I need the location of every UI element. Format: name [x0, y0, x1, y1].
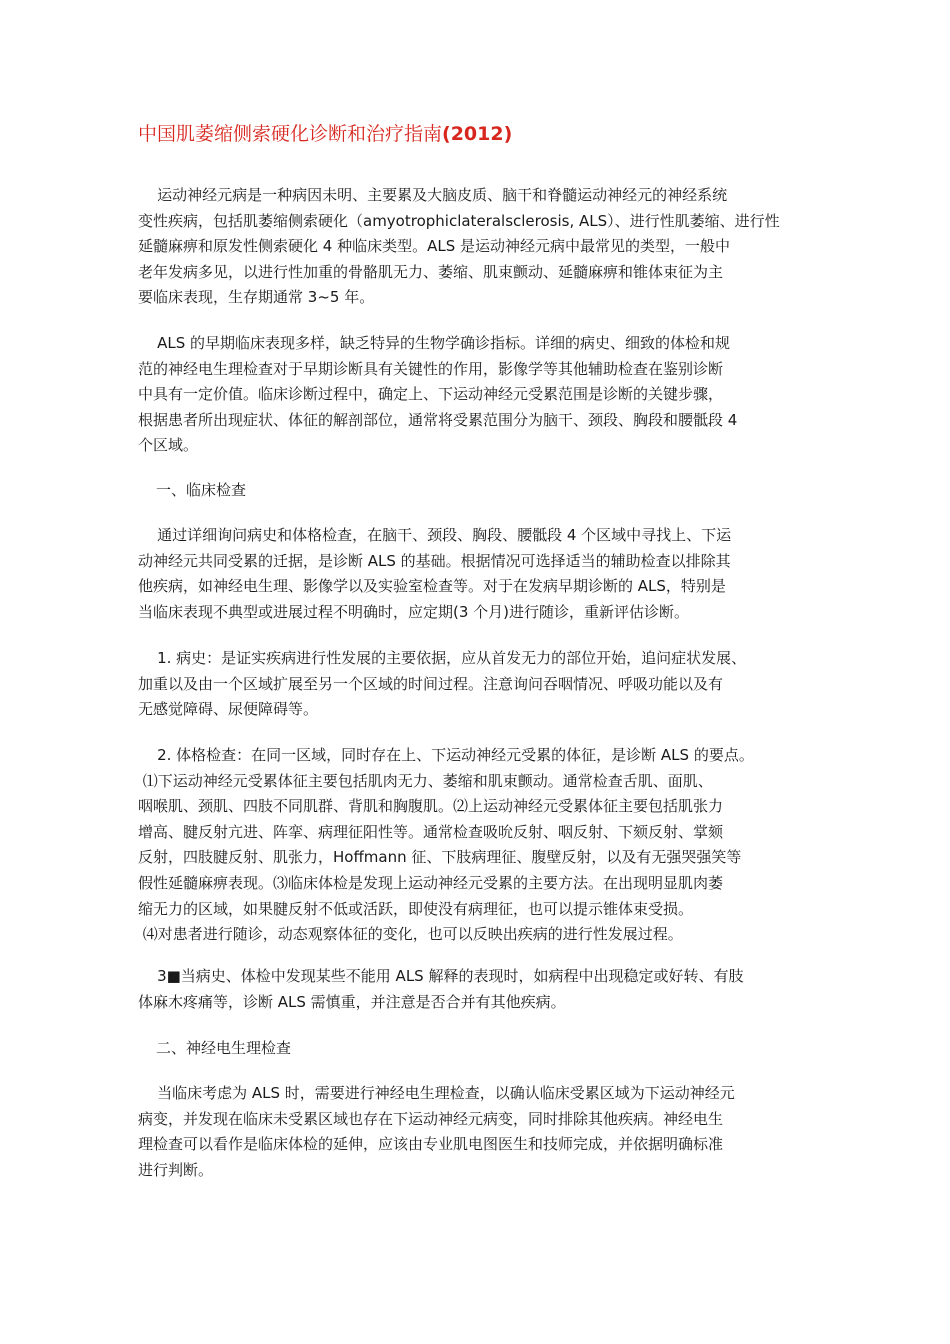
- paragraph-early-diagnosis: [138, 331, 828, 459]
- paragraph-line: 增高、腱反射亢进、阵挛、病理征阳性等。通常检查吸吮反射、咽反射、下颏反射、掌颏: [138, 822, 724, 841]
- paragraph-electrophysiology: [138, 1081, 828, 1183]
- paragraph-line: 动神经元共同受累的迁据，是诊断 ALS 的基础。根据情况可选择适当的辅助检查以排除其: [138, 551, 731, 570]
- paragraph-caution: [138, 964, 828, 1015]
- section-heading-electrophysiology: 二、神经电生理检查: [156, 1039, 292, 1057]
- paragraph-line: 缩无力的区域，如果腱反射不低或活跃，即使没有病理征，也可以提示锥体束受损。: [138, 899, 694, 918]
- paragraph-line: 中具有一定价值。临床诊断过程中，确定上、下运动神经元受累范围是诊断的关键步骤，: [138, 385, 724, 404]
- paragraph-line: 假性延髓麻痹表现。⑶临床体检是发现上运动神经元受累的主要方法。在出现明显肌肉萎: [138, 873, 724, 892]
- paragraph-line: 当临床表现不典型或进展过程不明确时，应定期(3 个月)进行随诊，重新评估诊断。: [138, 602, 690, 621]
- paragraph-history: [138, 646, 828, 723]
- paragraph-line: 反射，四肢腱反射、肌张力，Hoffmann 征、下肢病理征、腹壁反射，以及有无强哭强笑等: [138, 848, 742, 867]
- title-text: 中国肌萎缩侧索硬化诊断和治疗指南: [138, 123, 443, 145]
- paragraph-line: 体麻木疼痛等，诊断 ALS 需慎重，并注意是否合并有其他疾病。: [138, 992, 566, 1011]
- paragraph-line: 个区域。: [138, 436, 199, 455]
- paragraph-line: 进行判断。: [138, 1160, 214, 1179]
- paragraph-line: 当临床考虑为 ALS 时，需要进行神经电生理检查，以确认临床受累区域为下运动神经元: [138, 1084, 735, 1102]
- paragraph-line: 咽喉肌、颈肌、四肢不同肌群、背肌和胸腹肌。⑵上运动神经元受累体征主要包括肌张力: [138, 797, 724, 816]
- paragraph-line: 运动神经元病是一种病因未明、主要累及大脑皮质、脑干和脊髓运动神经元的神经系统: [138, 186, 728, 204]
- paragraph-line: 要临床表现，生存期通常 3~5 年。: [138, 288, 375, 307]
- paragraph-physical-exam: [138, 743, 828, 948]
- paragraph-line: ⑴下运动神经元受累体征主要包括肌肉无力、萎缩和肌束颤动。通常检查舌肌、面肌、: [138, 771, 713, 790]
- paragraph-line: 范的神经电生理检查对于早期诊断具有关键性的作用，影像学等其他辅助检查在鉴别诊断: [138, 359, 724, 378]
- paragraph-line: 他疾病，如神经电生理、影像学以及实验室检查等。对于在发病早期诊断的 ALS，特别是: [138, 577, 726, 596]
- paragraph-line: ⑷对患者进行随诊，动态观察体征的变化，也可以反映出疾病的进行性发展过程。: [138, 925, 683, 944]
- paragraph-line: 病变，并发现在临床未受累区域也存在下运动神经元病变，同时排除其他疾病。神经电生: [138, 1109, 724, 1128]
- paragraph-line: 老年发病多见，以进行性加重的骨骼肌无力、萎缩、肌束颤动、延髓麻痹和锥体束征为主: [138, 262, 724, 281]
- paragraph-line: 无感觉障碍、尿便障碍等。: [138, 700, 319, 719]
- paragraph-intro: [138, 183, 828, 311]
- paragraph-line: 加重以及由一个区域扩展至另一个区域的时间过程。注意询问吞咽情况、呼吸功能以及有: [138, 674, 724, 693]
- paragraph-line: 通过详细询问病史和体格检查，在脑干、颈段、胸段、腰骶段 4 个区域中寻找上、下运: [138, 526, 732, 544]
- paragraph-line: 理检查可以看作是临床体检的延伸，应该由专业肌电图医生和技师完成，并依据明确标准: [138, 1135, 724, 1154]
- paragraph-line: 根据患者所出现症状、体征的解剖部位，通常将受累范围分为脑干、颈段、胸段和腰骶段 4: [138, 410, 738, 429]
- section-heading-clinical-exam: 一、临床检查: [156, 481, 247, 499]
- paragraph-line: ALS 的早期临床表现多样，缺乏特异的生物学确诊指标。详细的病史、细致的体检和规: [138, 334, 730, 352]
- paragraph-line: 2. 体格检查：在同一区域，同时存在上、下运动神经元受累的体征，是诊断 ALS 的要点。: [138, 746, 754, 764]
- paragraph-line: 延髓麻痹和原发性侧索硬化 4 种临床类型。ALS 是运动神经元病中最常见的类型，一般中: [138, 237, 730, 256]
- paragraph-line: 1. 病史：是证实疾病进行性发展的主要依据，应从首发无力的部位开始，追问症状发展、: [138, 649, 747, 667]
- paragraph-line: 3■当病史、体检中发现某些不能用 ALS 解释的表现时，如病程中出现稳定或好转、有肢: [138, 967, 744, 985]
- paragraph-clinical-exam: [138, 523, 828, 625]
- document-title: [138, 121, 838, 147]
- paragraph-line: 变性疾病，包括肌萎缩侧索硬化（amyotrophiclateralsclerosis, ALS）、进行性肌萎缩、进行性: [138, 211, 780, 230]
- title-year: (2012): [442, 123, 513, 145]
